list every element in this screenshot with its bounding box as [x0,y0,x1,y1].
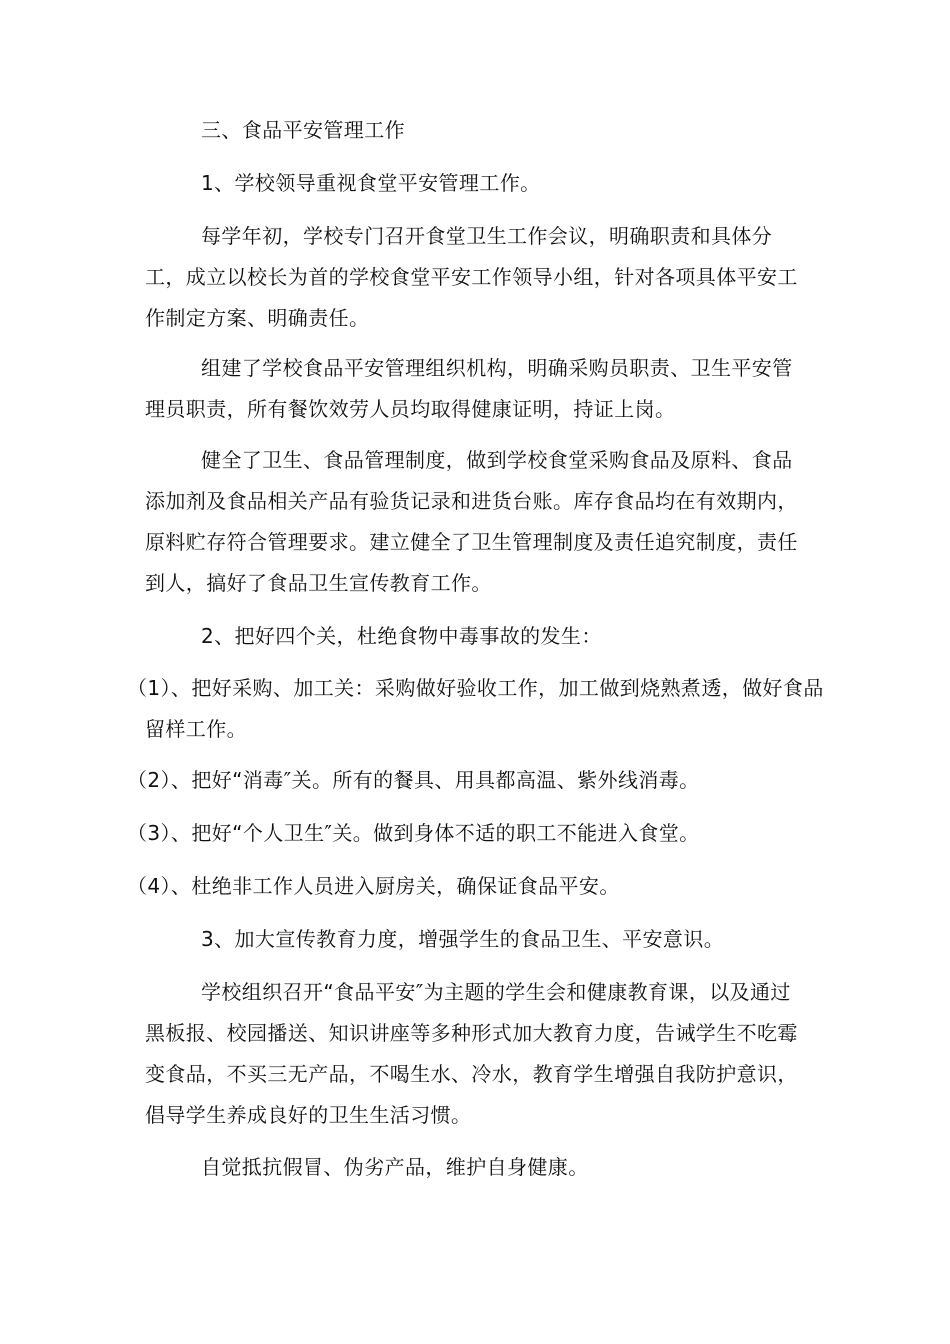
item3-heading: 3、加大宣传教育力度，增强学生的食品卫生、平安意识。 [201,927,725,951]
paragraph-5: 自觉抵抗假冒、伪劣产品，维护自身健康。 [201,1155,589,1179]
paragraph-2: 组建了学校食品平安管理组织机构，明确采购员职责、卫生平安管理员职责，所有餐饮效劳人员均取得健康证明，持证上岗。 [145,356,793,421]
sub-item-1: （1）、把好采购、加工关：采购做好验收工作，加工做到烧熟煮透，做好食品留样工作。 [127,676,824,741]
paragraph-3: 健全了卫生、食品管理制度，做到学校食堂采购食品及原料、食品添加剂及食品相关产品有验货记录和进货台账。库存食品均在有效期内，原料贮存符合管理要求。建立健全了卫生管理制度及责任追究制度，责任到人，搞好了食品卫生宣传教育工作。 [145,448,798,595]
sub-item-3: （3）、把好“个人卫生″关。做到身体不适的职工不能进入食堂。 [127,821,700,845]
item2-heading: 2、把好四个关，杜绝食物中毒事故的发生： [201,624,602,648]
sub-item-4: （4）、杜绝非工作人员进入厨房关，确保证食品平安。 [127,874,620,898]
paragraph-1: 每学年初，学校专门召开食堂卫生工作会议，明确职责和具体分工，成立以校长为首的学校食堂平安工作领导小组，针对各项具体平安工作制定方案、明确责任。 [145,224,798,330]
sub-item-2: （2）、把好“消毒″关。所有的餐具、用具都高温、紫外线消毒。 [127,768,700,792]
section-title: 三、食品平安管理工作 [201,118,405,142]
item1-heading: 1、学校领导重视食堂平安管理工作。 [201,171,541,195]
paragraph-4: 学校组织召开“食品平安″为主题的学生会和健康教育课，以及通过黑板报、校园播送、知识讲座等多种形式加大教育力度，告诫学生不吃霉变食品，不买三无产品，不喝生水、冷水，教育学生增强自我防护意识，倡导学生养成良好的卫生生活习惯。 [145,980,798,1127]
